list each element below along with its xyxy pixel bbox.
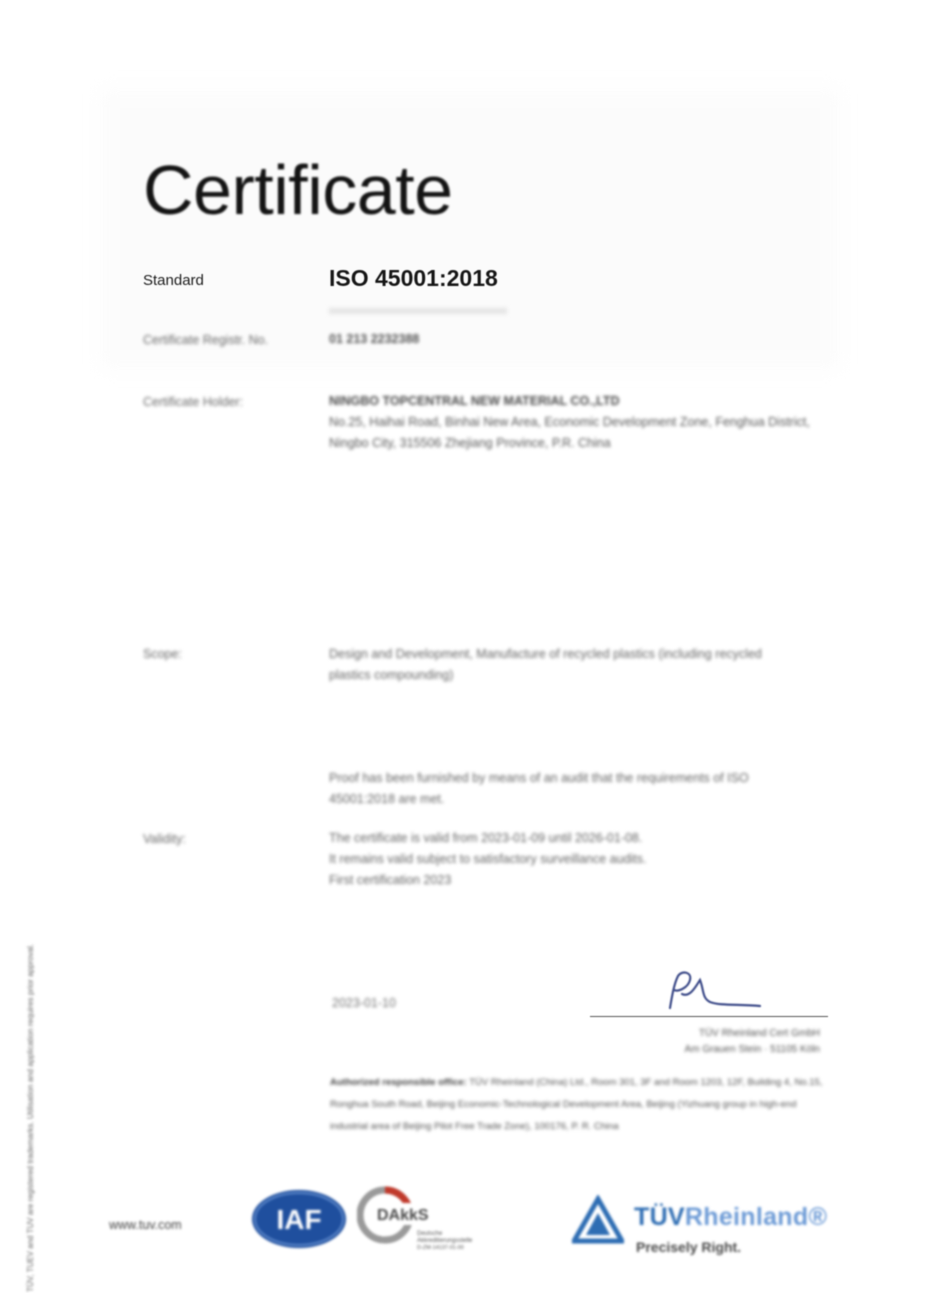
proof-statement: Proof has been furnished by means of an audit that the requirements of ISO 45001:2018 are met. [329,771,749,806]
dakks-logo-text: DAkkS [377,1207,429,1224]
signature-line [590,1016,828,1017]
validity-line-1: The certificate is valid from 2023-01-09 until 2026-01-08. [329,831,643,845]
tuv-logo-name [634,1203,827,1232]
validity-block [329,828,769,891]
page-title: Certificate [143,151,453,229]
tuv-triangle-icon [572,1195,624,1247]
signer-line-2: Am Grauen Stein · 51105 Köln [684,1044,820,1055]
registration-value: 01 213 2232388 [329,332,420,346]
scope-label: Scope: [143,647,182,661]
tuv-logo-name-b: Rheinland® [684,1203,828,1231]
holder-name: NINGBO TOPCENTRAL NEW MATERIAL CO.,LTD [329,394,620,408]
signer-line-1: TÜV Rheinland Cert GmbH [698,1028,820,1039]
authorized-text: TÜV Rheinland (China) Ltd., Room 301, 3F and Room 1203, 12F, Building 4, No.15, Ronghua South Road, Beijing Economic-Technological Development Area, Beijing (Yizhuang group in high-end industrial area of Beijing Pilot Free Trade Zone), 100176, P. R. China [330,1077,823,1132]
authorized-office [330,1072,830,1138]
dakks-logo [357,1183,507,1255]
side-disclaimer: TÜV, TUEV and TUV are registered trademarks. Utilisation and application requires prior approval. [26,943,35,1292]
holder-block [329,391,819,454]
validity-label: Validity: [143,832,186,846]
signature-graphic [660,968,770,1018]
website-link[interactable]: www.tuv.com [109,1218,182,1232]
tuv-slogan: Precisely Right. [636,1239,742,1255]
registration-label: Certificate Registr. No. [143,333,269,347]
dakks-sub-3: D-ZM-14137-01-00 [417,1245,464,1251]
issue-date: 2023-01-10 [332,996,396,1010]
validity-line-2: It remains valid subject to satisfactory surveillance audits. [329,852,647,866]
tuv-logo [572,1195,842,1265]
holder-address: No.25, Haihai Road, Binhai New Area, Economic Development Zone, Fenghua District, Ningbo City, 315506 Zhejiang Province, P.R. China [329,415,810,450]
iaf-logo [250,1188,348,1250]
scope-value: Design and Development, Manufacture of recycled plastics (including recycled plastics compounding) [329,647,762,682]
standard-label: Standard [143,272,204,289]
dakks-sub-2: Akkreditierungsstelle [417,1238,473,1244]
iaf-logo-text: IAF [276,1204,322,1235]
standard-underline [329,308,507,314]
holder-label: Certificate Holder: [143,395,244,409]
standard-value: ISO 45001:2018 [329,265,498,291]
authorized-lead: Authorized responsible office: [330,1077,467,1088]
signer-block [590,1026,820,1058]
tuv-logo-name-a: TÜV [634,1203,685,1231]
signature-area [590,968,830,1055]
dakks-sub-1: Deutsche [417,1231,443,1237]
validity-line-3: First certification 2023 [329,873,452,887]
